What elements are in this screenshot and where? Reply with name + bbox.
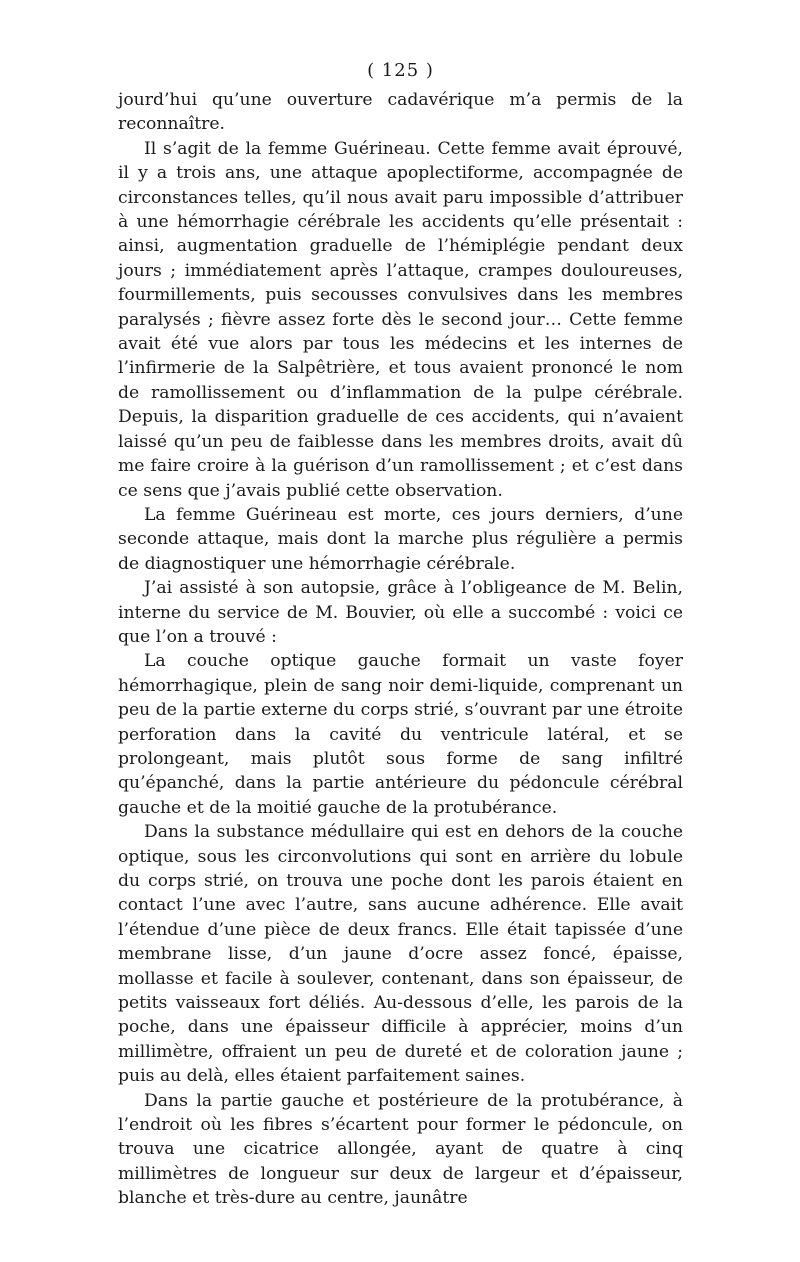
document-page xyxy=(118,58,683,1211)
page-number: ( 125 ) xyxy=(367,60,434,81)
paragraph: La femme Guérineau est morte, ces jours derniers, d’une seconde attaque, mais dont la marche plus régulière a permis de diagnostiquer une hémorrhagie cérébrale. xyxy=(118,504,683,574)
paragraph: Dans la partie gauche et postérieure de la protubérance, à l’endroit où les fibres s’écartent pour former le pédoncule, on trouva une cicatrice allongée, ayant de quatre à cinq millimètres de longueur sur deux de largeur et d’épaisseur, blanche et très-dure au centre, jaunâtre xyxy=(118,1090,683,1209)
paragraph: La couche optique gauche formait un vaste foyer hémorrhagique, plein de sang noir demi-liquide, comprenant un peu de la partie externe du corps strié, s’ouvrant par une étroite perforation dans la cavité du ventricule latéral, et se prolongeant, mais plutôt sous forme de sang infiltré qu’épanché, dans la partie antérieure du pédoncule cérébral gauche et de la moitié gauche de la protubérance. xyxy=(118,651,683,818)
paragraph: Dans la substance médullaire qui est en dehors de la couche optique, sous les circonvolutions qui sont en arrière du lobule du corps strié, on trouva une poche dont les parois étaient en contact l’une avec l’autre, sans aucune adhérence. Elle avait l’étendue d’une pièce de deux francs. Elle était tapissée d’une membrane lisse, d’un jaune d’ocre assez foncé, épaisse, mollasse et facile à soulever, contenant, dans son épaisseur, de petits vaisseaux fort déliés. Au-dessous d’elle, les parois de la poche, dans une épaisseur difficile à apprécier, moins d’un millimètre, offraient un peu de dureté et de coloration jaune ; puis au delà, elles étaient parfaitement saines. xyxy=(118,822,683,1087)
paragraph-continuation: jourd’hui qu’une ouverture cadavérique m’a permis de la reconnaître. xyxy=(118,90,683,135)
body-text xyxy=(118,88,683,1211)
paragraph: J’ai assisté à son autopsie, grâce à l’obligeance de M. Belin, interne du service de M. Bouvier, où elle a succombé : voici ce que l’on a trouvé : xyxy=(118,578,683,647)
paragraph: Il s’agit de la femme Guérineau. Cette femme avait éprouvé, il y a trois ans, une attaque apoplectiforme, accompagnée de circonstances telles, qu’il nous avait paru impossible d’attribuer à une hémorrhagie cérébrale les accidents qu’elle présentait : ainsi, augmentation graduelle de l’hémiplégie pendant deux jours ; immédiatement après l’attaque, crampes douloureuses, fourmillements, puis secousses convulsives dans les membres paralysés ; fièvre assez forte dès le second jour… Cette femme avait été vue alors par tous les médecins et les internes de l’infirmerie de la Salpêtrière, et tous avaient prononcé le nom de ramollissement ou d’inflammation de la pulpe cérébrale. Depuis, la disparition graduelle de ces accidents, qui n’avaient laissé qu’un peu de faiblesse dans les membres droits, avait dû me faire croire à la guérison d’un ramollissement ; et c’est dans ce sens que j’avais publié cette observation. xyxy=(118,138,683,501)
